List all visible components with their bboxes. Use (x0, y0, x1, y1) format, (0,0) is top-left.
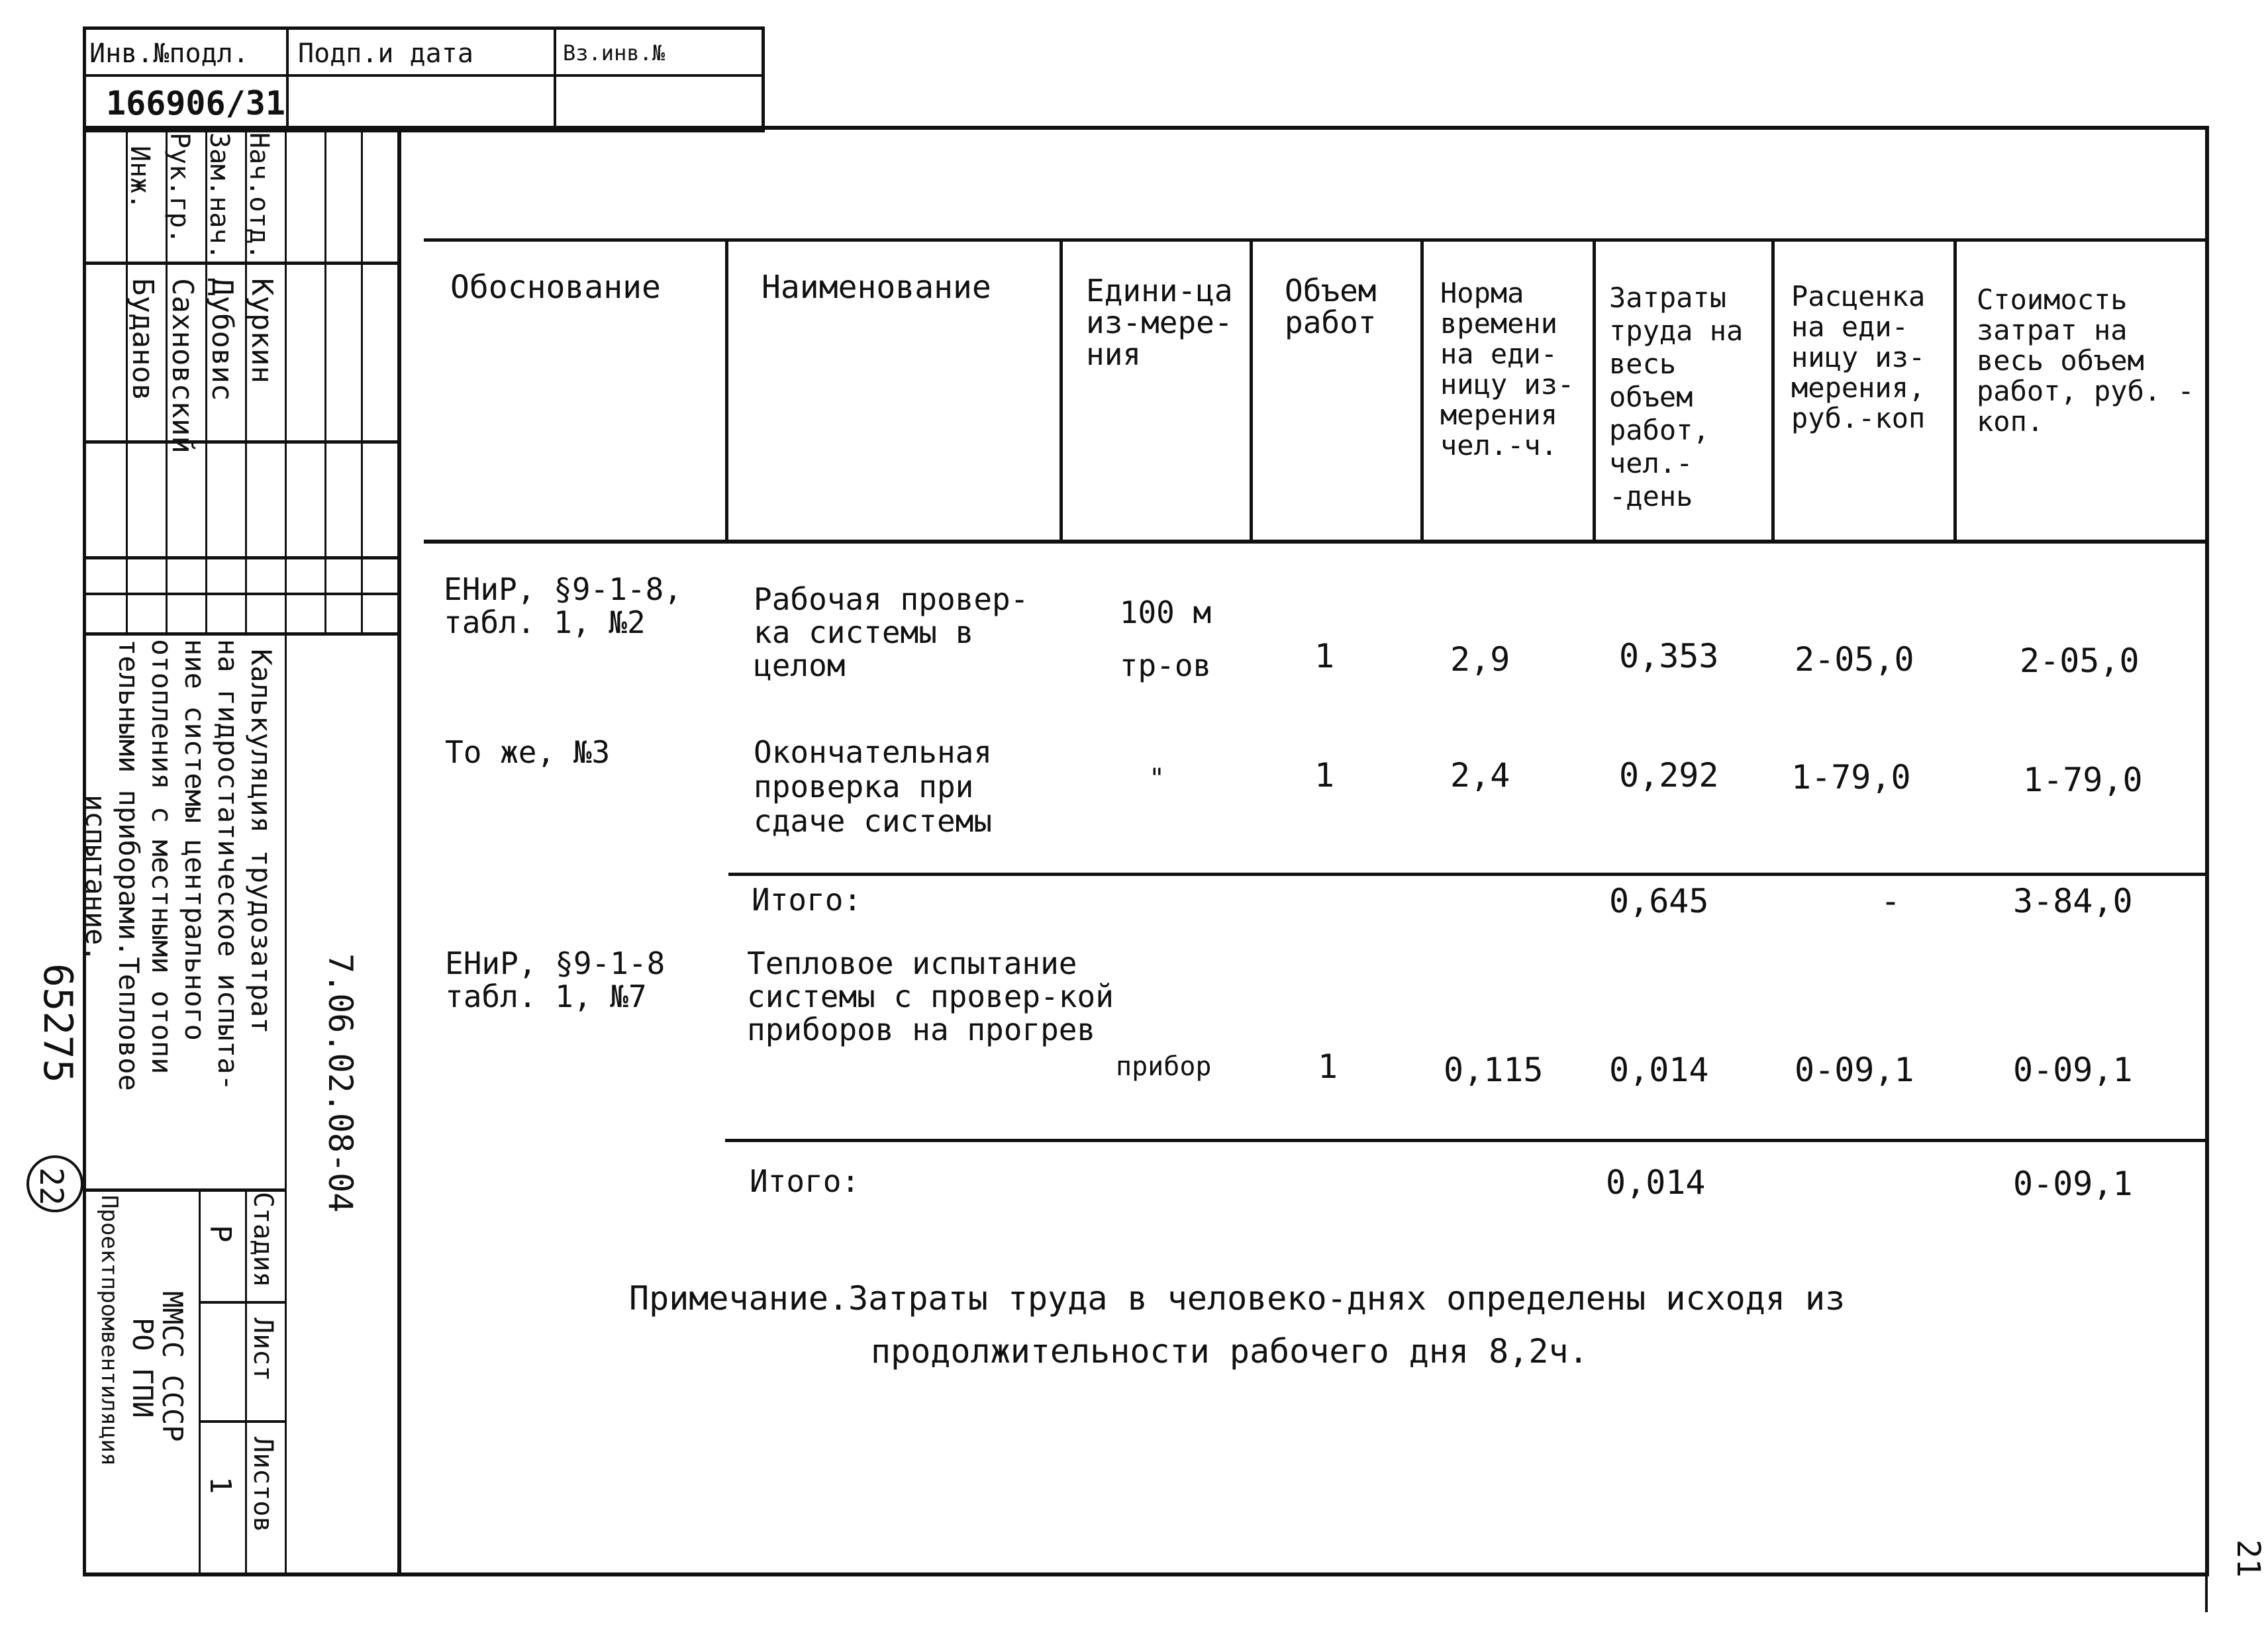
header-name: Наименование (762, 269, 991, 306)
archive-number: 65275 (34, 963, 81, 1083)
row-volume: 1 (1318, 1047, 1338, 1086)
row-rate: 2-05,0 (1795, 640, 1914, 679)
circle-number-text: 22 (32, 1167, 70, 1206)
total-cost: 0-09,1 (2013, 1165, 2133, 1203)
row-labor: 0,353 (1619, 637, 1719, 675)
role-group-lead: Рук.гр. (164, 132, 195, 244)
title-line: ние системы центрального (179, 639, 211, 1041)
header-rate: Расценка на еди-ницу из-мерения, руб.-коп (1791, 280, 1926, 434)
row-cost: 2-05,0 (2020, 642, 2140, 680)
name-sakhnovsky: Сахновский (166, 278, 199, 454)
title-line: испытание. (79, 795, 112, 962)
row-basis: ЕНиР, §9-1-8, табл. 1, №2 (444, 571, 683, 640)
row-unit: прибор (1116, 1051, 1212, 1082)
org-line-3: Проектпромвентиляция (96, 1195, 123, 1467)
row-unit: 100 м тр-ов (1119, 595, 1212, 683)
inv-number: 166906/31 (106, 84, 285, 122)
row-name: Окончательная проверка при сдаче системы (754, 734, 993, 839)
note-line-1: Примечание.Затраты труда в человеко-днях определены исходя из (629, 1279, 1846, 1318)
row-rate: 0-09,1 (1795, 1051, 1914, 1089)
row-basis: ЕНиР, §9-1-8 табл. 1, №7 (445, 945, 666, 1014)
row-volume: 1 (1314, 756, 1335, 795)
header-labor: Затраты труда на весь объем работ, чел.- -день (1609, 281, 1744, 512)
row-volume: 1 (1314, 637, 1335, 675)
role-head-dept: Нач.отд. (244, 132, 274, 260)
sheet-label: Лист (248, 1318, 278, 1382)
title-line: Калькуляция трудозатрат (245, 649, 277, 1034)
header-basis: Обоснование (450, 269, 661, 306)
total-labor: 0,014 (1606, 1163, 1706, 1202)
stage-label: Стадия (248, 1192, 278, 1288)
subtotal-cost: 3-84,0 (2013, 882, 2133, 920)
stage-value: Р (203, 1225, 237, 1243)
sheets-value: 1 (203, 1476, 237, 1494)
subtotal-labor: 0,645 (1609, 882, 1709, 920)
row-norm: 0,115 (1444, 1051, 1544, 1089)
inv-label: Инв.№подл. (89, 38, 249, 69)
org-line-1: ММСС СССР (156, 1291, 189, 1442)
header-volume: Объем работ (1285, 273, 1377, 340)
document-code: 7.06.02.08-04 (321, 953, 360, 1213)
org-line-2: РО ГПИ (126, 1318, 159, 1418)
title-line: отопления с местными отопи (146, 639, 178, 1075)
row-unit: " (1149, 763, 1165, 794)
row-labor: 0,014 (1609, 1051, 1709, 1089)
row-norm: 2,4 (1450, 756, 1510, 795)
circled-number (26, 1155, 83, 1212)
subtotal-label: Итого: (752, 882, 862, 918)
name-budanov: Буданов (126, 278, 160, 401)
title-line: на гидростатическое испыта- (212, 639, 244, 1091)
row-labor: 0,292 (1619, 756, 1719, 795)
row-name: Тепловое испытание системы с провер-кой приборов на прогрев (747, 945, 1114, 1047)
row-cost: 0-09,1 (2013, 1051, 2133, 1089)
row-basis: То же, №3 (445, 734, 611, 770)
header-norm: Норма времени на еди-ницу из-мерения чел.-ч. (1440, 277, 1575, 461)
name-kurkin: Куркин (245, 278, 279, 383)
note-line-2: продолжительности рабочего дня 8,2ч. (871, 1332, 1589, 1371)
header-cost: Стоимость затрат на весь объем работ, руб. - коп. (1977, 283, 2194, 438)
sheets-label: Листов (248, 1437, 278, 1533)
title-line: тельными приборами.Тепловое (113, 639, 145, 1091)
name-dubovis: Дубовис (205, 278, 239, 401)
corner-page-number: 21 (2230, 1539, 2267, 1578)
sign-date-label: Подп.и дата (298, 38, 473, 69)
total-label: Итого: (750, 1163, 860, 1199)
vz-inv-label: Вз.инв.№ (563, 40, 666, 66)
row-rate: 1-79,0 (1791, 758, 1911, 797)
subtotal-rate: - (1881, 882, 1901, 920)
role-deputy-head: Зам.нач. (204, 132, 234, 260)
row-cost: 1-79,0 (2023, 761, 2143, 799)
header-unit: Едини-ца из-мере-ния (1086, 273, 1233, 372)
row-name: Рабочая провер-ка системы в целом (754, 581, 1029, 683)
role-engineer: Инж. (124, 146, 155, 210)
row-norm: 2,9 (1450, 640, 1510, 679)
